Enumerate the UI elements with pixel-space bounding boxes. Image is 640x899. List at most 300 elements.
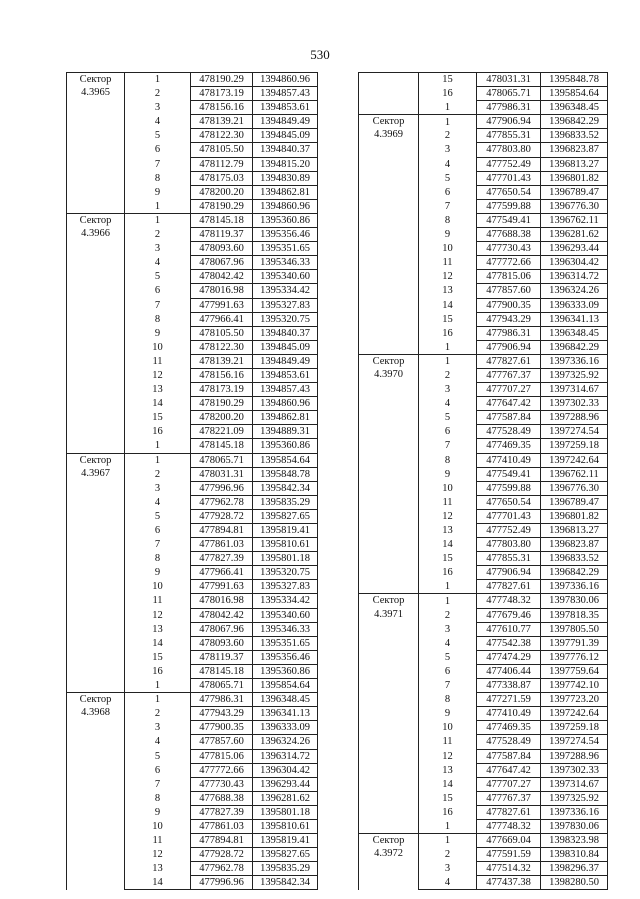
x-coordinate: 478065.71 [477,87,541,101]
point-number: 15 [419,552,477,566]
y-coordinate: 1397314.67 [541,777,608,791]
x-coordinate: 477647.42 [477,763,541,777]
point-number: 16 [419,566,477,580]
x-coordinate: 477650.54 [477,495,541,509]
x-coordinate: 477730.43 [191,777,253,791]
point-number: 2 [419,129,477,143]
y-coordinate: 1397723.20 [541,693,608,707]
x-coordinate: 478016.98 [191,594,253,608]
x-coordinate: 477991.63 [191,298,253,312]
point-number: 5 [125,270,191,284]
table-row [359,354,608,368]
x-coordinate: 477688.38 [191,791,253,805]
y-coordinate: 1397242.64 [541,707,608,721]
x-coordinate: 478042.42 [191,270,253,284]
y-coordinate: 1395842.34 [253,481,318,495]
x-coordinate: 478190.29 [191,199,253,213]
point-number: 4 [419,157,477,171]
sector-label [359,73,419,115]
y-coordinate: 1396801.82 [541,509,608,523]
point-number: 14 [125,636,191,650]
point-number: 14 [419,298,477,312]
y-coordinate: 1396333.09 [541,298,608,312]
y-coordinate: 1397805.50 [541,622,608,636]
y-coordinate: 1396293.44 [541,242,608,256]
sector-word: Сектор [372,355,405,367]
sector-id: 4.3966 [81,228,110,240]
y-coordinate: 1397830.06 [541,594,608,608]
point-number: 4 [419,876,477,890]
table-row [359,834,608,848]
x-coordinate: 477803.80 [477,143,541,157]
x-coordinate: 477943.29 [477,312,541,326]
sector-label [67,693,125,890]
point-number: 2 [125,228,191,242]
y-coordinate: 1394845.09 [253,129,318,143]
sector-label [67,453,125,693]
y-coordinate: 1396833.52 [541,552,608,566]
point-number: 13 [125,862,191,876]
x-coordinate: 477861.03 [191,819,253,833]
point-number: 1 [419,834,477,848]
y-coordinate: 1396281.62 [253,791,318,805]
x-coordinate: 478190.29 [191,73,253,87]
table-row [359,115,608,129]
x-coordinate: 477679.46 [477,608,541,622]
x-coordinate: 477991.63 [191,580,253,594]
y-coordinate: 1396842.29 [541,340,608,354]
point-number: 6 [419,664,477,678]
sector-label [67,73,125,214]
point-number: 3 [419,622,477,636]
y-coordinate: 1395819.41 [253,834,318,848]
sector-label [359,594,419,834]
y-coordinate: 1396776.30 [541,199,608,213]
page-number: 530 [310,47,330,62]
y-coordinate: 1394853.61 [253,368,318,382]
y-coordinate: 1394853.61 [253,101,318,115]
point-number: 7 [419,439,477,453]
x-coordinate: 477701.43 [477,171,541,185]
y-coordinate: 1395340.60 [253,608,318,622]
x-coordinate: 478042.42 [191,608,253,622]
point-number: 9 [125,805,191,819]
x-coordinate: 478145.18 [191,664,253,678]
y-coordinate: 1397242.64 [541,453,608,467]
x-coordinate: 477338.87 [477,679,541,693]
y-coordinate: 1395827.65 [253,848,318,862]
y-coordinate: 1394862.81 [253,185,318,199]
x-coordinate: 477469.35 [477,439,541,453]
y-coordinate: 1396304.42 [541,256,608,270]
point-number: 1 [419,115,477,129]
y-coordinate: 1397288.96 [541,749,608,763]
y-coordinate: 1396348.45 [541,326,608,340]
point-number: 6 [419,425,477,439]
y-coordinate: 1397325.92 [541,791,608,805]
x-coordinate: 478145.18 [191,213,253,227]
x-coordinate: 477894.81 [191,834,253,848]
y-coordinate: 1394815.20 [253,157,318,171]
y-coordinate: 1396348.45 [253,693,318,707]
sector-id: 4.3968 [81,707,110,719]
point-number: 12 [125,368,191,382]
y-coordinate: 1396333.09 [253,721,318,735]
point-number: 5 [125,509,191,523]
point-number: 12 [419,749,477,763]
point-number: 4 [125,256,191,270]
point-number: 12 [125,848,191,862]
x-coordinate: 477962.78 [191,495,253,509]
x-coordinate: 477437.38 [477,876,541,890]
point-number: 14 [419,538,477,552]
y-coordinate: 1395835.29 [253,495,318,509]
point-number: 2 [419,608,477,622]
x-coordinate: 477528.49 [477,735,541,749]
y-coordinate: 1396762.11 [541,467,608,481]
x-coordinate: 477549.41 [477,213,541,227]
x-coordinate: 478122.30 [191,129,253,143]
y-coordinate: 1394849.49 [253,354,318,368]
point-number: 4 [419,397,477,411]
y-coordinate: 1396813.27 [541,157,608,171]
x-coordinate: 478065.71 [191,679,253,693]
y-coordinate: 1396324.26 [541,284,608,298]
x-coordinate: 477688.38 [477,228,541,242]
table-row [67,73,318,87]
x-coordinate: 478190.29 [191,397,253,411]
point-number: 15 [419,73,477,87]
x-coordinate: 477701.43 [477,509,541,523]
y-coordinate: 1397336.16 [541,580,608,594]
x-coordinate: 478156.16 [191,368,253,382]
x-coordinate: 477469.35 [477,721,541,735]
point-number: 9 [419,228,477,242]
y-coordinate: 1397791.39 [541,636,608,650]
y-coordinate: 1396823.87 [541,143,608,157]
point-number: 3 [419,862,477,876]
x-coordinate: 477542.38 [477,636,541,650]
y-coordinate: 1395810.61 [253,819,318,833]
y-coordinate: 1394862.81 [253,411,318,425]
point-number: 16 [419,326,477,340]
point-number: 2 [125,87,191,101]
point-number: 9 [125,566,191,580]
y-coordinate: 1395854.64 [253,679,318,693]
x-coordinate: 477587.84 [477,749,541,763]
point-number: 3 [419,383,477,397]
point-number: 3 [125,721,191,735]
y-coordinate: 1395327.83 [253,580,318,594]
y-coordinate: 1397288.96 [541,411,608,425]
y-coordinate: 1398310.84 [541,848,608,862]
y-coordinate: 1395351.65 [253,636,318,650]
y-coordinate: 1395340.60 [253,270,318,284]
x-coordinate: 477752.49 [477,524,541,538]
table-row [67,693,318,707]
x-coordinate: 477772.66 [477,256,541,270]
x-coordinate: 478156.16 [191,101,253,115]
x-coordinate: 477803.80 [477,538,541,552]
x-coordinate: 478119.37 [191,650,253,664]
point-number: 10 [125,340,191,354]
point-number: 1 [419,354,477,368]
point-number: 14 [125,876,191,890]
y-coordinate: 1396776.30 [541,481,608,495]
x-coordinate: 477906.94 [477,566,541,580]
x-coordinate: 477528.49 [477,425,541,439]
point-number: 1 [419,819,477,833]
point-number: 4 [125,495,191,509]
sector-word: Сектор [79,694,112,706]
x-coordinate: 477772.66 [191,763,253,777]
point-number: 16 [125,664,191,678]
y-coordinate: 1395327.83 [253,298,318,312]
y-coordinate: 1395842.34 [253,876,318,890]
x-coordinate: 478173.19 [191,383,253,397]
x-coordinate: 478031.31 [191,467,253,481]
point-number: 14 [419,777,477,791]
x-coordinate: 477767.37 [477,368,541,382]
point-number: 7 [125,538,191,552]
point-number: 11 [125,594,191,608]
point-number: 4 [419,636,477,650]
y-coordinate: 1395346.33 [253,622,318,636]
point-number: 11 [125,834,191,848]
y-coordinate: 1395848.78 [253,467,318,481]
x-coordinate: 477966.41 [191,566,253,580]
point-number: 1 [125,693,191,707]
sector-id: 4.3972 [374,848,403,860]
y-coordinate: 1394845.09 [253,340,318,354]
y-coordinate: 1395801.18 [253,805,318,819]
y-coordinate: 1395854.64 [541,87,608,101]
point-number: 8 [125,312,191,326]
point-number: 12 [419,270,477,284]
point-number: 10 [419,242,477,256]
x-coordinate: 477986.31 [191,693,253,707]
sector-label [67,213,125,453]
point-number: 6 [125,284,191,298]
point-number: 10 [125,580,191,594]
point-number: 4 [125,115,191,129]
x-coordinate: 478067.96 [191,622,253,636]
x-coordinate: 477815.06 [191,749,253,763]
x-coordinate: 477857.60 [477,284,541,298]
x-coordinate: 477748.32 [477,819,541,833]
x-coordinate: 477767.37 [477,791,541,805]
x-coordinate: 478093.60 [191,242,253,256]
y-coordinate: 1396833.52 [541,129,608,143]
y-coordinate: 1395320.75 [253,566,318,580]
sector-id: 4.3969 [374,129,403,141]
x-coordinate: 477271.59 [477,693,541,707]
point-number: 7 [125,298,191,312]
x-coordinate: 478093.60 [191,636,253,650]
point-number: 10 [419,481,477,495]
y-coordinate: 1397259.18 [541,439,608,453]
x-coordinate: 477815.06 [477,270,541,284]
point-number: 16 [419,87,477,101]
point-number: 1 [125,679,191,693]
y-coordinate: 1394840.37 [253,326,318,340]
y-coordinate: 1394857.43 [253,87,318,101]
x-coordinate: 477730.43 [477,242,541,256]
y-coordinate: 1395848.78 [541,73,608,87]
sector-id: 4.3965 [81,87,110,99]
x-coordinate: 477647.42 [477,397,541,411]
point-number: 10 [125,819,191,833]
point-number: 12 [125,608,191,622]
x-coordinate: 477962.78 [191,862,253,876]
point-number: 8 [419,453,477,467]
y-coordinate: 1396789.47 [541,185,608,199]
point-number: 5 [419,171,477,185]
x-coordinate: 477986.31 [477,101,541,115]
sector-label [359,115,419,355]
x-coordinate: 477650.54 [477,185,541,199]
x-coordinate: 478065.71 [191,453,253,467]
point-number: 6 [125,763,191,777]
x-coordinate: 478119.37 [191,228,253,242]
x-coordinate: 477900.35 [477,298,541,312]
sector-label [359,354,419,594]
y-coordinate: 1397830.06 [541,819,608,833]
y-coordinate: 1395346.33 [253,256,318,270]
x-coordinate: 478173.19 [191,87,253,101]
sector-word: Сектор [372,116,405,128]
x-coordinate: 477861.03 [191,538,253,552]
sector-label [359,834,419,890]
x-coordinate: 478200.20 [191,185,253,199]
x-coordinate: 477827.39 [191,552,253,566]
y-coordinate: 1396348.45 [541,101,608,115]
y-coordinate: 1397302.33 [541,763,608,777]
y-coordinate: 1398323.98 [541,834,608,848]
x-coordinate: 477707.27 [477,383,541,397]
point-number: 1 [419,340,477,354]
point-number: 14 [125,397,191,411]
y-coordinate: 1395801.18 [253,552,318,566]
point-number: 3 [125,481,191,495]
x-coordinate: 477599.88 [477,481,541,495]
point-number: 7 [125,777,191,791]
x-coordinate: 477591.59 [477,848,541,862]
y-coordinate: 1396842.29 [541,115,608,129]
y-coordinate: 1397776.12 [541,650,608,664]
table-row [359,73,608,87]
point-number: 15 [125,411,191,425]
y-coordinate: 1395320.75 [253,312,318,326]
x-coordinate: 477752.49 [477,157,541,171]
y-coordinate: 1397759.64 [541,664,608,678]
x-coordinate: 477827.61 [477,580,541,594]
point-number: 5 [419,650,477,664]
x-coordinate: 477549.41 [477,467,541,481]
x-coordinate: 478122.30 [191,340,253,354]
y-coordinate: 1395356.46 [253,650,318,664]
y-coordinate: 1395334.42 [253,284,318,298]
point-number: 12 [419,509,477,523]
point-number: 3 [125,242,191,256]
sector-word: Сектор [372,835,405,847]
y-coordinate: 1395356.46 [253,228,318,242]
x-coordinate: 477966.41 [191,312,253,326]
point-number: 11 [125,354,191,368]
y-coordinate: 1397274.54 [541,735,608,749]
table-row [359,594,608,608]
y-coordinate: 1396341.13 [541,312,608,326]
point-number: 8 [125,171,191,185]
sector-id: 4.3967 [81,467,110,479]
y-coordinate: 1395360.86 [253,664,318,678]
y-coordinate: 1395854.64 [253,453,318,467]
point-number: 9 [419,707,477,721]
point-number: 5 [125,129,191,143]
y-coordinate: 1396842.29 [541,566,608,580]
x-coordinate: 477406.44 [477,664,541,678]
sector-id: 4.3970 [374,368,403,380]
point-number: 16 [419,805,477,819]
y-coordinate: 1395360.86 [253,439,318,453]
point-number: 1 [125,199,191,213]
y-coordinate: 1398280.50 [541,876,608,890]
y-coordinate: 1394860.96 [253,397,318,411]
point-number: 9 [125,326,191,340]
y-coordinate: 1394840.37 [253,143,318,157]
x-coordinate: 478200.20 [191,411,253,425]
point-number: 4 [125,735,191,749]
point-number: 1 [125,453,191,467]
x-coordinate: 477943.29 [191,707,253,721]
point-number: 6 [125,143,191,157]
y-coordinate: 1394830.89 [253,171,318,185]
y-coordinate: 1397274.54 [541,425,608,439]
point-number: 1 [125,73,191,87]
x-coordinate: 477707.27 [477,777,541,791]
sector-word: Сектор [372,595,405,607]
point-number: 15 [125,650,191,664]
coordinates-table-left [66,72,318,890]
y-coordinate: 1395334.42 [253,594,318,608]
point-number: 7 [125,157,191,171]
x-coordinate: 477996.96 [191,481,253,495]
sector-word: Сектор [79,74,112,85]
point-number: 2 [125,467,191,481]
point-number: 6 [125,524,191,538]
point-number: 3 [125,101,191,115]
point-number: 1 [419,580,477,594]
x-coordinate: 477514.32 [477,862,541,876]
x-coordinate: 478175.03 [191,171,253,185]
y-coordinate: 1396789.47 [541,495,608,509]
point-number: 7 [419,679,477,693]
x-coordinate: 478139.21 [191,354,253,368]
point-number: 8 [419,693,477,707]
x-coordinate: 477855.31 [477,552,541,566]
point-number: 7 [419,199,477,213]
y-coordinate: 1396324.26 [253,735,318,749]
y-coordinate: 1397336.16 [541,354,608,368]
y-coordinate: 1394889.31 [253,425,318,439]
y-coordinate: 1396762.11 [541,213,608,227]
point-number: 13 [419,524,477,538]
x-coordinate: 477900.35 [191,721,253,735]
y-coordinate: 1397818.35 [541,608,608,622]
point-number: 1 [125,213,191,227]
y-coordinate: 1396813.27 [541,524,608,538]
table-row [67,213,318,227]
